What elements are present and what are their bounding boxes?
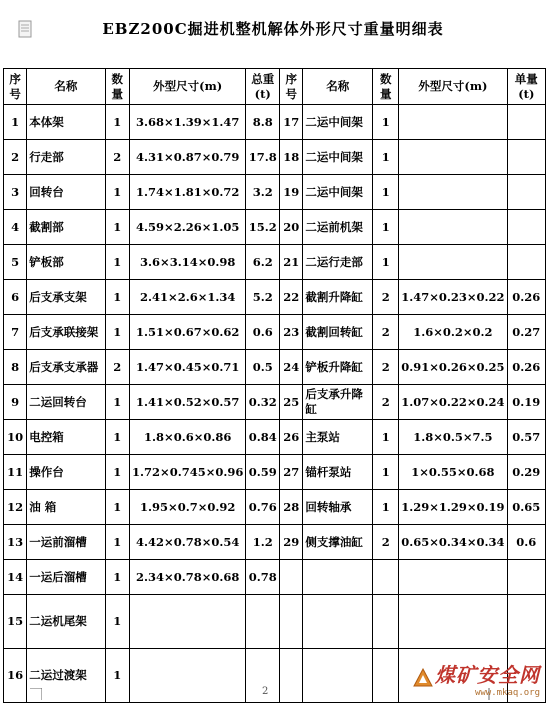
- header-cell: 外型尺寸(m): [130, 69, 246, 105]
- cell-qty: 1: [373, 490, 399, 525]
- cell-no: 6: [4, 280, 27, 315]
- spec-table: [3, 68, 546, 703]
- cell-name: 锚杆泵站: [303, 455, 373, 490]
- cell-weight: 0.6: [246, 315, 280, 350]
- cell-dimensions: 2.34×0.78×0.68: [130, 560, 246, 595]
- header-cell: 序号: [280, 69, 303, 105]
- cell-name: 二运前机架: [303, 210, 373, 245]
- header-cell: 总重(t): [246, 69, 280, 105]
- cell-dimensions: 1.74×1.81×0.72: [130, 175, 246, 210]
- cell-dimensions: 4.42×0.78×0.54: [130, 525, 246, 560]
- cell-name: 行走部: [27, 140, 105, 175]
- cell-qty: 1: [105, 385, 130, 420]
- cell-dimensions: [130, 595, 246, 649]
- cell-qty: 1: [105, 280, 130, 315]
- cell-weight: 0.5: [246, 350, 280, 385]
- cell-no: 25: [280, 385, 303, 420]
- header-cell: 名称: [303, 69, 373, 105]
- table-row: [4, 210, 546, 245]
- cell-name: 后支承升降缸: [303, 385, 373, 420]
- cell-qty: 1: [105, 315, 130, 350]
- page-title: EBZ200C掘进机整机解体外形尺寸重量明细表: [102, 20, 444, 38]
- table-header-row: [4, 69, 546, 105]
- cell-no: [280, 595, 303, 649]
- table-row: [4, 280, 546, 315]
- cell-qty: 2: [373, 315, 399, 350]
- cell-no: 3: [4, 175, 27, 210]
- table-row: [4, 420, 546, 455]
- cell-no: 7: [4, 315, 27, 350]
- cell-no: 20: [280, 210, 303, 245]
- cell-qty: 1: [105, 420, 130, 455]
- cell-no: 15: [4, 595, 27, 649]
- cell-no: 9: [4, 385, 27, 420]
- cell-qty: [373, 649, 399, 703]
- cell-dimensions: 1.29×1.29×0.19: [399, 490, 507, 525]
- cell-qty: 1: [373, 175, 399, 210]
- cell-weight: 0.26: [507, 280, 545, 315]
- cell-no: 28: [280, 490, 303, 525]
- header-cell: 数量: [373, 69, 399, 105]
- cell-weight: 8.8: [246, 105, 280, 140]
- cell-name: 侧支撑油缸: [303, 525, 373, 560]
- cell-dimensions: 0.65×0.34×0.34: [399, 525, 507, 560]
- cell-qty: [373, 560, 399, 595]
- watermark: [413, 659, 540, 698]
- cell-no: [280, 560, 303, 595]
- cell-no: 24: [280, 350, 303, 385]
- table-row: [4, 140, 546, 175]
- cell-dimensions: 1.51×0.67×0.62: [130, 315, 246, 350]
- cell-no: 1: [4, 105, 27, 140]
- cell-weight: 0.26: [507, 350, 545, 385]
- cell-dimensions: 4.59×2.26×1.05: [130, 210, 246, 245]
- cell-qty: 2: [373, 350, 399, 385]
- cell-name: [303, 595, 373, 649]
- cell-dimensions: 1.07×0.22×0.24: [399, 385, 507, 420]
- cell-dimensions: 1.8×0.5×7.5: [399, 420, 507, 455]
- cell-weight: [507, 245, 545, 280]
- cell-no: 27: [280, 455, 303, 490]
- cell-name: 二运机尾架: [27, 595, 105, 649]
- cell-qty: 1: [373, 455, 399, 490]
- cell-qty: 1: [105, 525, 130, 560]
- cell-name: 后支承支承器: [27, 350, 105, 385]
- header-cell: 名称: [27, 69, 105, 105]
- cell-qty: 2: [373, 385, 399, 420]
- cell-dimensions: [399, 140, 507, 175]
- cell-no: 5: [4, 245, 27, 280]
- cell-name: 电控箱: [27, 420, 105, 455]
- cell-dimensions: 1.6×0.2×0.2: [399, 315, 507, 350]
- watermark-url: www.mkaq.org: [474, 688, 540, 698]
- cell-qty: 1: [105, 595, 130, 649]
- cell-weight: [507, 140, 545, 175]
- cell-name: 截割升降缸: [303, 280, 373, 315]
- table-row: [4, 525, 546, 560]
- cell-weight: 0.6: [507, 525, 545, 560]
- table-row: [4, 455, 546, 490]
- table-row: [4, 350, 546, 385]
- cell-name: 二运行走部: [303, 245, 373, 280]
- cell-dimensions: 3.6×3.14×0.98: [130, 245, 246, 280]
- table-row: [4, 175, 546, 210]
- cell-no: 18: [280, 140, 303, 175]
- cell-qty: 1: [373, 210, 399, 245]
- cell-no: 29: [280, 525, 303, 560]
- cell-qty: 1: [105, 490, 130, 525]
- cell-weight: 0.65: [507, 490, 545, 525]
- cell-dimensions: 1.95×0.7×0.92: [130, 490, 246, 525]
- cell-name: 截割部: [27, 210, 105, 245]
- cell-name: 一运后溜槽: [27, 560, 105, 595]
- cell-name: 主泵站: [303, 420, 373, 455]
- cell-name: 截割回转缸: [303, 315, 373, 350]
- cell-name: [303, 649, 373, 703]
- cell-qty: 1: [373, 420, 399, 455]
- cell-weight: 15.2: [246, 210, 280, 245]
- cell-name: 回转轴承: [303, 490, 373, 525]
- cell-no: 16: [4, 649, 27, 703]
- cell-name: 二运中间架: [303, 175, 373, 210]
- cell-dimensions: [399, 105, 507, 140]
- cell-qty: 1: [105, 455, 130, 490]
- table-row: [4, 490, 546, 525]
- cell-qty: [373, 595, 399, 649]
- cell-no: 17: [280, 105, 303, 140]
- cell-dimensions: 4.31×0.87×0.79: [130, 140, 246, 175]
- cell-no: 26: [280, 420, 303, 455]
- page-number: 2: [262, 686, 269, 697]
- table-row: [4, 385, 546, 420]
- cell-no: 4: [4, 210, 27, 245]
- cell-no: 10: [4, 420, 27, 455]
- cell-name: 后支承支架: [27, 280, 105, 315]
- cell-name: 油 箱: [27, 490, 105, 525]
- cell-dimensions: 1.72×0.745×0.96: [130, 455, 246, 490]
- cell-qty: 1: [105, 175, 130, 210]
- cell-no: [280, 649, 303, 703]
- cell-name: 二运中间架: [303, 105, 373, 140]
- cell-no: 19: [280, 175, 303, 210]
- cell-name: 二运过渡架: [27, 649, 105, 703]
- table-row: [4, 105, 546, 140]
- cell-no: 12: [4, 490, 27, 525]
- cell-no: 13: [4, 525, 27, 560]
- cell-weight: 0.57: [507, 420, 545, 455]
- cell-name: 回转台: [27, 175, 105, 210]
- cell-name: 二运中间架: [303, 140, 373, 175]
- cell-dimensions: 0.91×0.26×0.25: [399, 350, 507, 385]
- cell-no: 8: [4, 350, 27, 385]
- cell-dimensions: 1.41×0.52×0.57: [130, 385, 246, 420]
- table-row: [4, 315, 546, 350]
- cell-qty: 1: [373, 140, 399, 175]
- cell-dimensions: 2.41×2.6×1.34: [130, 280, 246, 315]
- cell-dimensions: [399, 595, 507, 649]
- cell-qty: 1: [105, 245, 130, 280]
- cell-dimensions: [130, 649, 246, 703]
- watermark-name: 煤矿安全网: [435, 663, 540, 687]
- cell-no: 21: [280, 245, 303, 280]
- cell-name: 一运前溜槽: [27, 525, 105, 560]
- cell-weight: [507, 595, 545, 649]
- cell-no: 14: [4, 560, 27, 595]
- cell-dimensions: 1×0.55×0.68: [399, 455, 507, 490]
- table-row: [4, 245, 546, 280]
- cell-weight: 0.32: [246, 385, 280, 420]
- cell-weight: 0.27: [507, 315, 545, 350]
- cell-dimensions: 1.8×0.6×0.86: [130, 420, 246, 455]
- cell-qty: 1: [105, 649, 130, 703]
- cell-dimensions: 1.47×0.23×0.22: [399, 280, 507, 315]
- header-cell: 序号: [4, 69, 27, 105]
- cell-name: [303, 560, 373, 595]
- cell-dimensions: [399, 175, 507, 210]
- cell-weight: 5.2: [246, 280, 280, 315]
- cell-weight: [507, 105, 545, 140]
- mine-logo-icon: [413, 668, 433, 688]
- table-row: [4, 560, 546, 595]
- cell-weight: 1.2: [246, 525, 280, 560]
- cell-weight: 0.59: [246, 455, 280, 490]
- cell-qty: 2: [373, 525, 399, 560]
- cell-name: 操作台: [27, 455, 105, 490]
- cell-dimensions: [399, 210, 507, 245]
- cell-dimensions: [399, 245, 507, 280]
- header-cell: 单量(t): [507, 69, 545, 105]
- cell-qty: 1: [105, 105, 130, 140]
- cell-weight: 6.2: [246, 245, 280, 280]
- cell-name: 二运回转台: [27, 385, 105, 420]
- cell-dimensions: 3.68×1.39×1.47: [130, 105, 246, 140]
- cell-qty: 2: [373, 280, 399, 315]
- cell-name: 本体架: [27, 105, 105, 140]
- cell-weight: 0.29: [507, 455, 545, 490]
- cell-weight: 0.19: [507, 385, 545, 420]
- cell-qty: 2: [105, 140, 130, 175]
- margin-mark-left: [30, 688, 42, 700]
- cell-name: 铲板部: [27, 245, 105, 280]
- cell-weight: [507, 175, 545, 210]
- cell-qty: 1: [373, 105, 399, 140]
- cell-weight: 3.2: [246, 175, 280, 210]
- header-cell: 数量: [105, 69, 130, 105]
- cell-weight: [507, 210, 545, 245]
- cell-no: 23: [280, 315, 303, 350]
- cell-name: 后支承联接架: [27, 315, 105, 350]
- cell-weight: [507, 560, 545, 595]
- cell-no: 22: [280, 280, 303, 315]
- cell-dimensions: 1.47×0.45×0.71: [130, 350, 246, 385]
- cell-qty: 1: [373, 245, 399, 280]
- cell-no: 2: [4, 140, 27, 175]
- cell-qty: 1: [105, 560, 130, 595]
- cell-qty: 1: [105, 210, 130, 245]
- cell-weight: 0.84: [246, 420, 280, 455]
- cell-weight: 17.8: [246, 140, 280, 175]
- header-cell: 外型尺寸(m): [399, 69, 507, 105]
- cell-weight: 0.76: [246, 490, 280, 525]
- cell-weight: [246, 595, 280, 649]
- table-row: [4, 595, 546, 649]
- cell-name: 铲板升降缸: [303, 350, 373, 385]
- cell-qty: 2: [105, 350, 130, 385]
- cell-dimensions: [399, 560, 507, 595]
- cell-no: 11: [4, 455, 27, 490]
- cell-weight: 0.78: [246, 560, 280, 595]
